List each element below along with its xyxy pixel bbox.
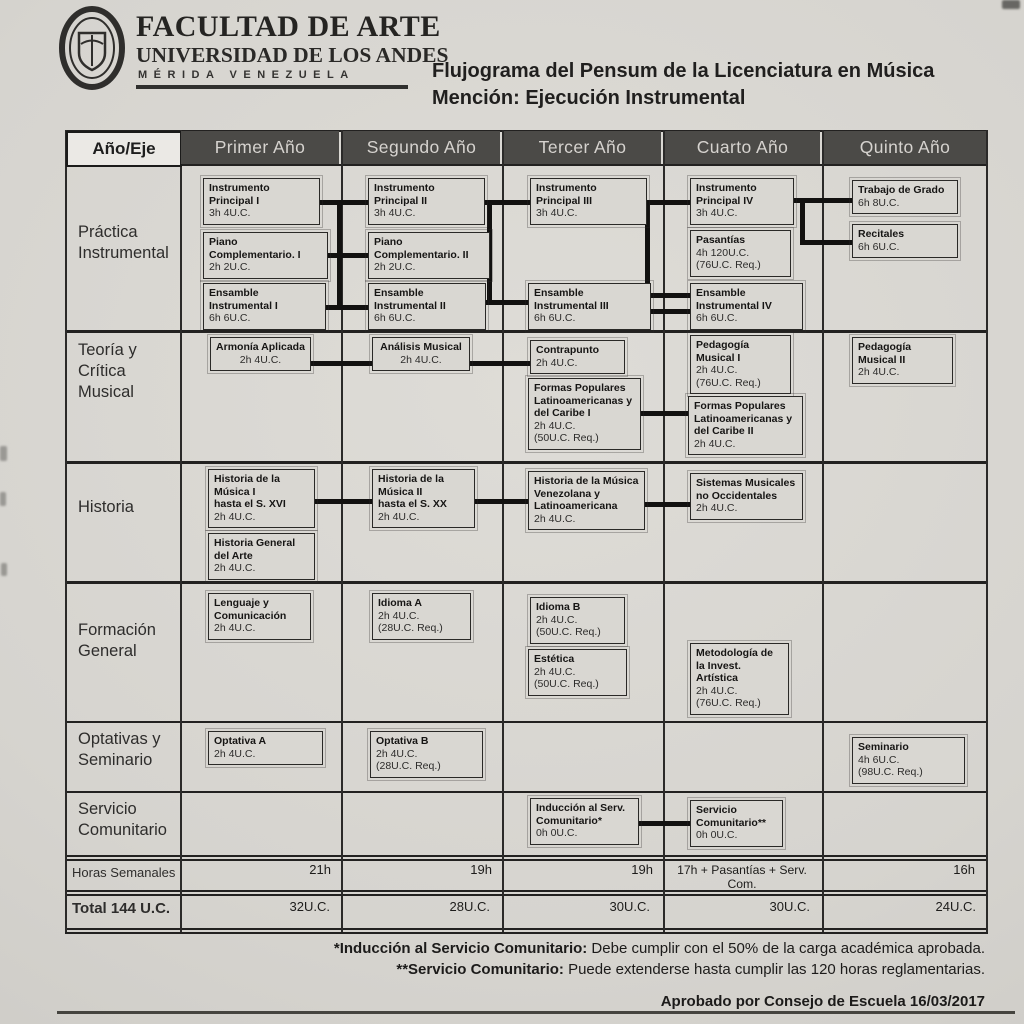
course-load: 6h 6U.C. [374, 312, 416, 324]
course-load: 6h 6U.C. [696, 312, 738, 324]
eje-label-optativas-seminario: Optativas y Seminario [78, 730, 161, 769]
course-load: 6h 6U.C. [858, 240, 900, 253]
scan-artifact [0, 492, 6, 506]
course-box-pasantias [690, 230, 791, 277]
course-box-instrumento-principal-i [203, 178, 320, 225]
course-load: 2h 4U.C. [696, 364, 738, 376]
eje-label-horas-semanales: Horas Semanales [72, 865, 176, 880]
course-box-estetica [528, 649, 627, 696]
course-title: Trabajo de Grado [858, 184, 945, 196]
eje-label-formacion-general: Formación General [78, 621, 156, 660]
course-title: Pedagogía Musical I [696, 339, 750, 364]
course-req: (76U.C. Req.) [696, 259, 761, 271]
course-load: 4h 6U.C. [858, 753, 900, 766]
table-border-bottom [65, 932, 988, 934]
course-title: Seminario [858, 741, 909, 753]
row-divider [65, 721, 988, 723]
row-divider [65, 330, 988, 333]
course-title: Optativa A [214, 735, 267, 747]
course-box-armonia-aplicada [210, 337, 311, 371]
total-uc-tercer-ano: 30U.C. [609, 899, 650, 914]
university-name: UNIVERSIDAD DE LOS ANDES [136, 43, 449, 67]
course-load: 2h 4U.C. [400, 353, 442, 366]
course-title: Pedagogía Musical II [858, 341, 912, 366]
course-load: 2h 2U.C. [209, 261, 251, 273]
course-title: Contrapunto [536, 344, 599, 356]
row-divider [65, 164, 988, 166]
row-divider [65, 791, 988, 793]
year-header-quinto-ano: Quinto Año [824, 131, 986, 164]
row-divider [65, 894, 988, 896]
course-title: Idioma B [536, 601, 581, 613]
scan-artifact [1, 563, 7, 576]
weekly-hours-segundo-ano: 19h [470, 862, 492, 877]
eje-label-historia: Historia [78, 498, 134, 516]
weekly-hours-tercer-ano: 19h [631, 862, 653, 877]
course-box-historia-musica-venezolana [528, 471, 645, 530]
course-title: Metodología de la Invest. Artística [696, 647, 773, 684]
total-uc-segundo-ano: 28U.C. [449, 899, 490, 914]
course-title: Instrumento Principal IV [696, 182, 757, 207]
eje-label-teoria-critica-musical: Teoría y Crítica Musical [78, 341, 137, 401]
course-load: 2h 4U.C. [214, 747, 256, 760]
course-title: Historia de la Música Venezolana y Latinoamericana [534, 475, 639, 512]
course-load: 3h 4U.C. [209, 207, 251, 219]
course-load: 2h 4U.C. [214, 510, 256, 523]
course-req: (28U.C. Req.) [376, 760, 441, 772]
course-box-pedagogia-musical-ii [852, 337, 953, 384]
course-subtitle: hasta el S. XX [378, 498, 447, 510]
column-divider [822, 130, 824, 932]
course-box-servicio-comunitario [690, 800, 783, 847]
course-title: Armonía Aplicada [216, 341, 305, 353]
course-title: Ensamble Instrumental I [209, 287, 278, 312]
course-title: Análisis Musical [380, 341, 462, 353]
course-box-seminario [852, 737, 965, 784]
course-load: 2h 4U.C. [536, 356, 578, 369]
course-title: Pasantías [696, 234, 746, 246]
footnote-text: Puede extenderse hasta cumplir las 120 horas reglamentarias. [563, 961, 985, 978]
course-load: 6h 6U.C. [209, 312, 251, 324]
course-load: 2h 4U.C. [536, 613, 578, 626]
eje-label-total-uc: Total 144 U.C. [72, 900, 171, 917]
course-load: 2h 4U.C. [696, 684, 738, 697]
connector-line [800, 240, 852, 245]
course-req: (50U.C. Req.) [534, 432, 599, 444]
course-load: 2h 4U.C. [534, 512, 576, 525]
course-box-historia-musica-ii [372, 469, 475, 528]
university-location: MÉRIDA VENEZUELA [138, 69, 355, 81]
eje-label-practica-instrumental: Práctica Instrumental [78, 223, 169, 262]
course-title: Servicio Comunitario** [696, 804, 767, 829]
course-title: Recitales [858, 228, 905, 240]
course-box-piano-complementario-ii [368, 232, 490, 279]
course-box-recitales [852, 224, 958, 258]
course-load: 2h 4U.C. [239, 353, 282, 366]
course-title: Ensamble Instrumental III [534, 287, 609, 312]
course-box-sistemas-musicales-no-occidentales [690, 473, 803, 520]
course-load: 2h 4U.C. [858, 366, 900, 378]
course-title: Instrumento Principal I [209, 182, 270, 207]
course-box-formas-populares-i [528, 378, 641, 450]
course-load: 6h 8U.C. [858, 196, 900, 209]
course-title: Instrumento Principal III [536, 182, 597, 207]
course-req: (28U.C. Req.) [378, 622, 443, 634]
course-box-analisis-musical [372, 337, 470, 371]
corner-header-ano-eje: Año/Eje [66, 131, 182, 167]
document-subtitle: Mención: Ejecución Instrumental [432, 87, 746, 109]
row-divider [65, 581, 988, 584]
connector-line [337, 200, 342, 308]
scan-artifact [0, 446, 7, 461]
year-header-cuarto-ano: Cuarto Año [665, 131, 820, 164]
footnote-servicio [396, 961, 985, 978]
total-uc-primer-ano: 32U.C. [289, 899, 330, 914]
course-title: Formas Populares Latinoamericanas y del Caribe II [694, 400, 793, 437]
course-box-idioma-b [530, 597, 625, 644]
course-title: Historia General del Arte [214, 537, 296, 562]
course-box-induccion-servicio-comunitario [530, 798, 639, 845]
course-title: Formas Populares Latinoamericanas y del Caribe I [534, 382, 633, 419]
course-box-ensamble-instrumental-i [203, 283, 326, 330]
course-box-metodologia-invest-artistica [690, 643, 789, 715]
course-box-trabajo-de-grado [852, 180, 958, 214]
course-load: 6h 6U.C. [534, 312, 576, 324]
course-title: Estética [534, 653, 575, 665]
course-load: 3h 4U.C. [536, 207, 578, 219]
course-box-instrumento-principal-iv [690, 178, 794, 225]
course-load: 2h 4U.C. [376, 747, 418, 760]
course-title: Optativa B [376, 735, 429, 747]
footnote-label: **Servicio Comunitario: [396, 961, 564, 978]
page-bottom-rule [57, 1011, 1015, 1014]
course-box-instrumento-principal-ii [368, 178, 485, 225]
course-box-contrapunto [530, 340, 625, 374]
course-box-lenguaje-y-comunicacion [208, 593, 311, 640]
course-load: 3h 4U.C. [374, 207, 416, 219]
course-req: (50U.C. Req.) [534, 678, 599, 690]
course-box-optativa-b [370, 731, 483, 778]
course-box-idioma-a [372, 593, 471, 640]
course-load: 2h 4U.C. [694, 437, 736, 450]
course-title: Ensamble Instrumental II [374, 287, 446, 312]
course-title: Instrumento Principal II [374, 182, 435, 207]
scan-artifact [1002, 0, 1020, 9]
course-box-piano-complementario-i [203, 232, 328, 279]
year-header-primer-ano: Primer Año [181, 131, 339, 164]
course-box-historia-musica-i [208, 469, 315, 528]
faculty-name: FACULTAD DE ARTE [136, 10, 441, 43]
table-border-bottom [65, 928, 988, 930]
course-load: 2h 2U.C. [374, 261, 416, 273]
university-crest-icon [58, 6, 130, 90]
document-title: Flujograma del Pensum de la Licenciatura en Música [432, 60, 935, 82]
course-load: 3h 4U.C. [696, 207, 738, 219]
course-load: 0h 0U.C. [536, 827, 578, 839]
course-req: (76U.C. Req.) [696, 697, 761, 709]
course-req: (50U.C. Req.) [536, 626, 601, 638]
course-title: Historia de la Música I [214, 473, 280, 498]
course-subtitle: hasta el S. XVI [214, 498, 286, 510]
total-uc-cuarto-ano: 30U.C. [769, 899, 810, 914]
footnote-label: *Inducción al Servicio Comunitario: [333, 940, 588, 957]
course-load: 4h 120U.C. [696, 246, 750, 259]
footnote-text: Debe cumplir con el 50% de la carga académica aprobada. [587, 940, 985, 957]
year-header-tercer-ano: Tercer Año [504, 131, 661, 164]
course-load: 2h 4U.C. [214, 562, 256, 574]
course-load: 2h 4U.C. [214, 622, 256, 634]
row-divider [65, 855, 988, 857]
footnote-induccion [334, 940, 985, 957]
course-box-formas-populares-ii [688, 396, 803, 455]
course-load: 2h 4U.C. [378, 510, 420, 523]
course-title: Idioma A [378, 597, 422, 609]
course-title: Ensamble Instrumental IV [696, 287, 772, 312]
table-border-left [65, 130, 67, 932]
table-border-right [986, 130, 988, 932]
weekly-hours-cuarto-ano: 17h + Pasantías + Serv. Com. [677, 863, 807, 891]
course-title: Inducción al Serv. Comunitario* [536, 802, 626, 827]
row-divider [65, 461, 988, 464]
approval-note: Aprobado por Consejo de Escuela 16/03/2017 [660, 993, 985, 1010]
course-title: Piano Complementario. II [374, 236, 469, 261]
course-req: (98U.C. Req.) [858, 766, 923, 778]
course-box-optativa-a [208, 731, 323, 765]
course-req: (76U.C. Req.) [696, 376, 761, 389]
course-title: Piano Complementario. I [209, 236, 301, 261]
course-title: Lenguaje y Comunicación [214, 597, 287, 622]
row-divider [65, 859, 988, 861]
column-divider [502, 130, 504, 932]
column-divider [663, 130, 665, 932]
total-uc-quinto-ano: 24U.C. [935, 899, 976, 914]
letterhead-rule [136, 85, 408, 89]
connector-line [645, 293, 690, 298]
weekly-hours-quinto-ano: 16h [953, 862, 975, 877]
course-box-pedagogia-musical-i [690, 335, 791, 394]
weekly-hours-primer-ano: 21h [309, 862, 331, 877]
course-box-ensamble-instrumental-iv [690, 283, 803, 330]
eje-label-servicio-comunitario: Servicio Comunitario [78, 800, 167, 839]
course-load: 2h 4U.C. [534, 419, 576, 432]
course-box-ensamble-instrumental-ii [368, 283, 486, 330]
year-header-segundo-ano: Segundo Año [343, 131, 500, 164]
course-load: 0h 0U.C. [696, 829, 738, 841]
course-box-ensamble-instrumental-iii [528, 283, 651, 330]
course-load: 2h 4U.C. [696, 502, 738, 514]
course-title: Sistemas Musicales no Occidentales [696, 477, 796, 502]
row-divider [65, 890, 988, 892]
connector-line [800, 198, 805, 244]
course-title: Historia de la Música II [378, 473, 444, 498]
course-load: 2h 4U.C. [534, 665, 576, 678]
course-load: 2h 4U.C. [378, 609, 420, 622]
course-box-instrumento-principal-iii [530, 178, 647, 225]
course-box-historia-general-del-arte [208, 533, 315, 580]
